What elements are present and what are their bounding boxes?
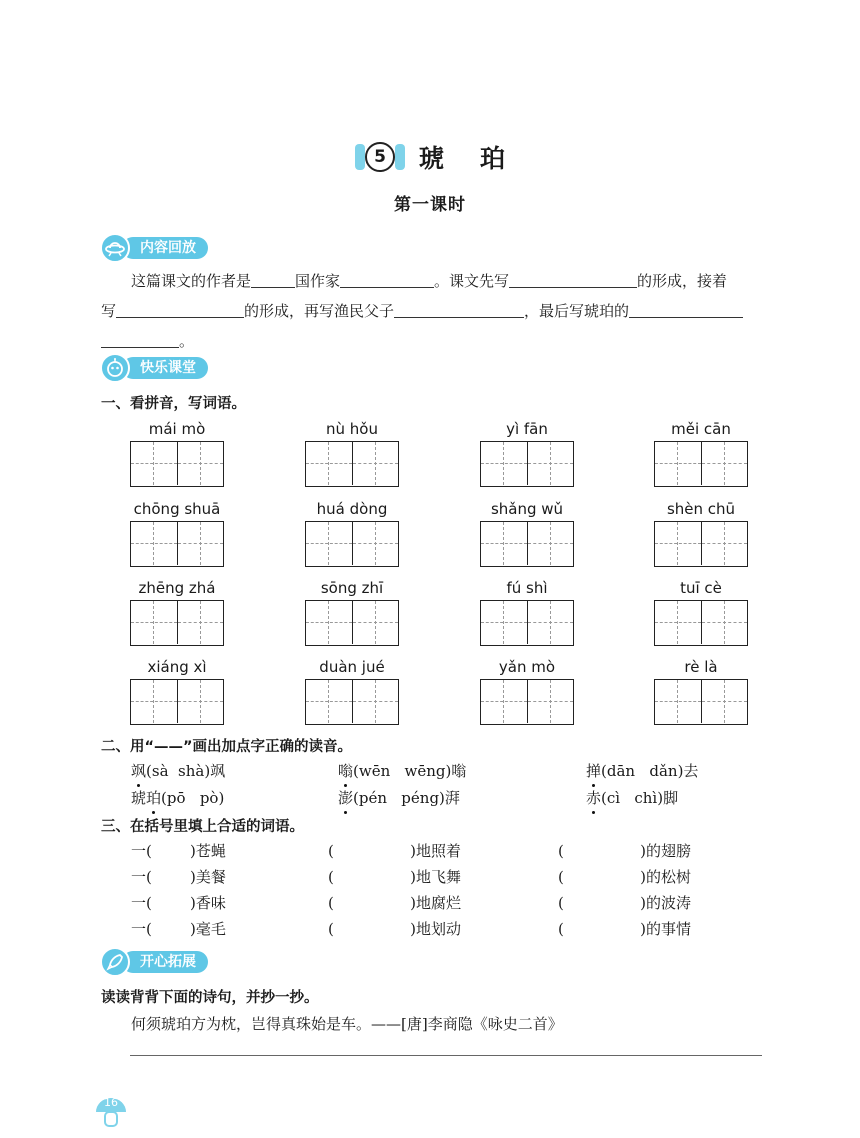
- tianzige-cell[interactable]: [655, 522, 701, 565]
- fill-in-item[interactable]: 一( )香味: [131, 894, 226, 912]
- blank-amber-value[interactable]: [629, 300, 743, 318]
- dotted-character: 赤: [586, 789, 602, 807]
- page-number-badge: [93, 1092, 129, 1132]
- blank-second-formation[interactable]: [116, 300, 244, 318]
- lesson-number-badge: [355, 141, 405, 173]
- tianzige-box[interactable]: [480, 521, 574, 567]
- tianzige-box[interactable]: [305, 679, 399, 725]
- pinyin-label: fú shì: [506, 579, 548, 597]
- pinyin-label: shèn chū: [666, 500, 736, 518]
- tianzige-box[interactable]: [654, 521, 748, 567]
- q2-heading: 二、用“——”画出加点字正确的读音。: [101, 739, 353, 755]
- tianzige-cell[interactable]: [306, 680, 352, 723]
- pinyin-label: měi cān: [671, 420, 731, 438]
- fill-in-item[interactable]: ( )的波涛: [558, 894, 691, 912]
- tianzige-cell[interactable]: [352, 680, 398, 723]
- tianzige-box[interactable]: [130, 600, 224, 646]
- pinyin-label: duàn jué: [319, 658, 385, 676]
- pinyin-label: xiáng xì: [147, 658, 207, 676]
- pinyin-label: sōng zhī: [320, 579, 384, 597]
- tianzige-cell[interactable]: [481, 522, 527, 565]
- tianzige-cell[interactable]: [352, 522, 398, 565]
- copy-writing-line[interactable]: [130, 1055, 762, 1056]
- tianzige-cell[interactable]: [177, 442, 223, 485]
- fill-in-item[interactable]: ( )的松树: [558, 868, 691, 886]
- tianzige-cell[interactable]: [481, 680, 527, 723]
- rocket-icon: [100, 947, 130, 977]
- tianzige-cell[interactable]: [527, 442, 573, 485]
- tianzige-box[interactable]: [305, 521, 399, 567]
- dotted-character: 飒: [131, 762, 147, 780]
- section-title-extension: 开心拓展: [122, 951, 208, 973]
- q3-heading: 三、在括号里填上合适的词语。: [101, 819, 304, 835]
- tianzige-cell[interactable]: [177, 522, 223, 565]
- robot-icon: [100, 353, 130, 383]
- pinyin-label: chōng shuā: [133, 500, 221, 518]
- poem-line: 何须琥珀方为枕，岂得真珠始是车。——[唐]李商隐《咏史二首》: [131, 1015, 563, 1033]
- review-paragraph: [101, 266, 763, 356]
- tianzige-box[interactable]: [130, 679, 224, 725]
- review-text: 国作家: [295, 272, 341, 290]
- review-text: 写: [101, 302, 117, 320]
- tianzige-cell[interactable]: [655, 442, 701, 485]
- fill-in-item[interactable]: 一( )苍蝇: [131, 842, 226, 860]
- tianzige-cell[interactable]: [527, 601, 573, 644]
- tianzige-cell[interactable]: [177, 601, 223, 644]
- fill-in-item[interactable]: ( )的翅膀: [558, 842, 691, 860]
- pinyin-label: nù hǒu: [326, 420, 378, 438]
- reading-options[interactable]: (wēn wēng)嗡: [353, 762, 467, 780]
- blank-first-formation[interactable]: [509, 270, 637, 288]
- tianzige-box[interactable]: [130, 441, 224, 487]
- pinyin-label: yǎn mò: [498, 658, 556, 676]
- fill-in-item[interactable]: 一( )美餐: [131, 868, 226, 886]
- tianzige-box[interactable]: [480, 441, 574, 487]
- pronunciation-item: [586, 760, 698, 781]
- review-text: ，最后写琥珀的: [524, 302, 630, 320]
- fill-in-item[interactable]: ( )地照着: [328, 842, 461, 860]
- tianzige-cell[interactable]: [131, 680, 177, 723]
- tianzige-box[interactable]: [130, 521, 224, 567]
- dotted-character: 澎: [338, 789, 354, 807]
- review-text: 。课文先写: [434, 272, 510, 290]
- tianzige-box[interactable]: [480, 679, 574, 725]
- tianzige-box[interactable]: [654, 441, 748, 487]
- pinyin-label: huá dòng: [316, 500, 388, 518]
- tianzige-cell[interactable]: [306, 601, 352, 644]
- tianzige-cell[interactable]: [131, 442, 177, 485]
- tianzige-box[interactable]: [305, 600, 399, 646]
- reading-options[interactable]: (cì chì)脚: [601, 789, 679, 807]
- dotted-character: 嗡: [338, 762, 354, 780]
- fill-in-item[interactable]: 一( )毫毛: [131, 920, 226, 938]
- section-badge-classroom: [100, 356, 230, 380]
- tianzige-box[interactable]: [654, 600, 748, 646]
- reading-options[interactable]: (pō pò): [161, 789, 225, 807]
- section-title-classroom: 快乐课堂: [122, 357, 208, 379]
- pronunciation-item: [131, 787, 224, 808]
- blank-fishermen[interactable]: [394, 300, 524, 318]
- pinyin-label: shǎng wǔ: [490, 500, 564, 518]
- review-text: 。: [179, 332, 195, 350]
- reading-options[interactable]: (pén péng)湃: [353, 789, 460, 807]
- section-badge-extension: [100, 950, 230, 974]
- tianzige-cell[interactable]: [306, 522, 352, 565]
- tianzige-box[interactable]: [305, 441, 399, 487]
- pinyin-label: tuī cè: [680, 579, 722, 597]
- pronunciation-item: [338, 760, 466, 781]
- tianzige-cell[interactable]: [352, 601, 398, 644]
- review-text: 的形成，接着: [637, 272, 728, 290]
- blank-amber-value-cont[interactable]: [101, 330, 179, 348]
- reading-options[interactable]: (sà shà)飒: [146, 762, 226, 780]
- fill-in-item[interactable]: ( )的事情: [558, 920, 691, 938]
- tianzige-box[interactable]: [480, 600, 574, 646]
- tianzige-box[interactable]: [654, 679, 748, 725]
- tianzige-cell[interactable]: [701, 680, 747, 723]
- tianzige-cell[interactable]: [352, 442, 398, 485]
- tianzige-cell[interactable]: [131, 601, 177, 644]
- blank-author-country[interactable]: [251, 270, 295, 288]
- fill-in-item[interactable]: ( )地划动: [328, 920, 461, 938]
- blank-author-name[interactable]: [340, 270, 434, 288]
- fill-in-item[interactable]: ( )地飞舞: [328, 868, 461, 886]
- tianzige-cell[interactable]: [481, 442, 527, 485]
- tianzige-cell[interactable]: [306, 442, 352, 485]
- pinyin-label: zhēng zhá: [138, 579, 216, 597]
- dotted-character: 珀: [146, 789, 162, 807]
- ufo-icon: [100, 233, 130, 263]
- tianzige-cell[interactable]: [527, 522, 573, 565]
- page-number: 16: [104, 1096, 118, 1109]
- lesson-subtitle: 第一课时: [394, 195, 466, 215]
- lesson-title: 琥珀: [418, 144, 541, 173]
- fill-in-item[interactable]: ( )地腐烂: [328, 894, 461, 912]
- dotted-character: 掸: [586, 762, 602, 780]
- tianzige-cell[interactable]: [701, 522, 747, 565]
- reading-options[interactable]: (dān dǎn)去: [601, 762, 699, 780]
- section-badge-review: [100, 236, 230, 260]
- section-title-review: 内容回放: [122, 237, 208, 259]
- pinyin-label: rè là: [684, 658, 718, 676]
- lesson-header: [0, 140, 860, 174]
- pinyin-label: mái mò: [148, 420, 206, 438]
- review-text: 这篇课文的作者是: [131, 272, 252, 290]
- pronunciation-item: [131, 760, 225, 781]
- review-text: 的形成，再写渔民父子: [244, 302, 395, 320]
- tianzige-cell[interactable]: [701, 442, 747, 485]
- q4-heading: 读读背背下面的诗句，并抄一抄。: [101, 990, 319, 1006]
- pronunciation-item: [586, 787, 678, 808]
- character: 琥: [131, 789, 147, 807]
- tianzige-cell[interactable]: [701, 601, 747, 644]
- q1-heading: 一、看拼音，写词语。: [101, 396, 246, 412]
- tianzige-cell[interactable]: [655, 680, 701, 723]
- tianzige-cell[interactable]: [527, 680, 573, 723]
- pronunciation-item: [338, 787, 460, 808]
- pinyin-label: yì fān: [506, 420, 548, 438]
- tianzige-cell[interactable]: [177, 680, 223, 723]
- tianzige-cell[interactable]: [481, 601, 527, 644]
- tianzige-cell[interactable]: [655, 601, 701, 644]
- tianzige-cell[interactable]: [131, 522, 177, 565]
- lesson-number: 5: [365, 142, 395, 172]
